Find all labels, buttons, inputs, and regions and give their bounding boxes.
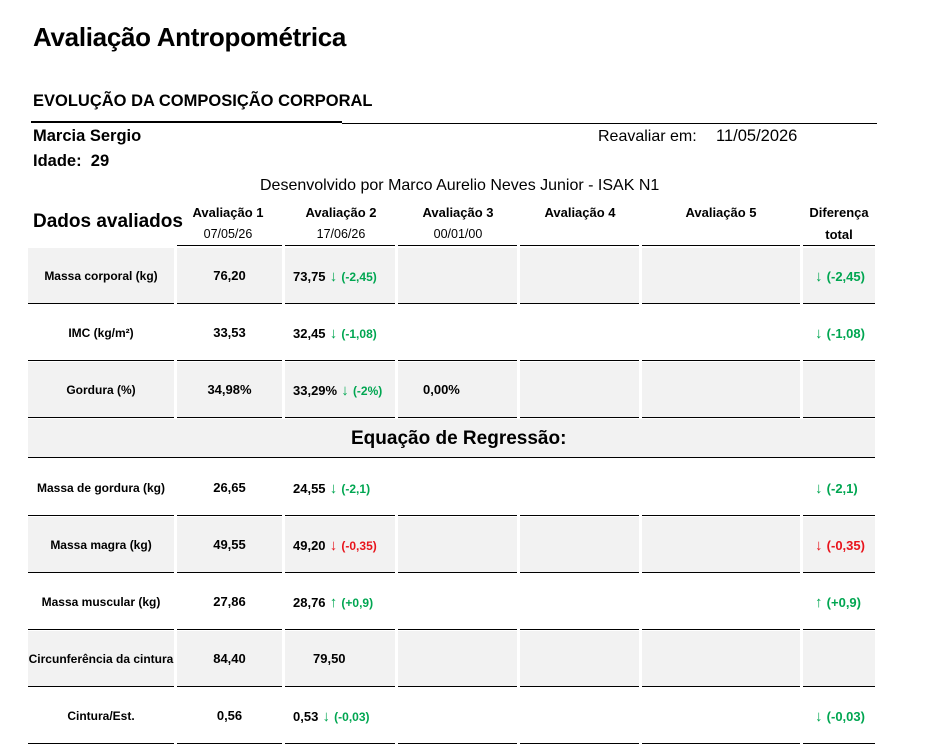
value-eval-3: 0,00% — [423, 382, 460, 397]
section-divider — [31, 121, 342, 123]
value-eval-1: 76,20 — [213, 268, 246, 283]
table-cell — [520, 688, 639, 743]
total-difference — [815, 480, 858, 497]
table-row — [0, 248, 926, 303]
change-indicator — [326, 596, 374, 610]
table-cell — [398, 688, 517, 743]
value-eval-2-number: 28,76 — [293, 595, 326, 610]
total-value: (+0,9) — [826, 595, 861, 610]
value-eval-2 — [293, 537, 377, 554]
table-row — [0, 362, 926, 417]
row-divider — [803, 743, 875, 744]
row-divider — [177, 417, 282, 418]
row-divider — [642, 629, 800, 630]
table-cell — [520, 305, 639, 360]
change-value: (+0,9) — [341, 596, 374, 610]
table-cell — [398, 631, 517, 686]
table-cell — [520, 248, 639, 303]
row-divider — [398, 743, 517, 744]
arrow-down-icon: ↓ — [815, 480, 827, 497]
change-value: (-0,03) — [334, 710, 370, 724]
row-divider — [803, 572, 875, 573]
row-divider — [398, 572, 517, 573]
row-divider — [398, 417, 517, 418]
value-eval-2 — [293, 382, 382, 399]
value-eval-1: 49,55 — [213, 537, 246, 552]
arrow-down-icon: ↓ — [325, 268, 342, 285]
row-divider — [520, 686, 639, 687]
row-divider — [28, 360, 174, 361]
arrow-down-icon: ↓ — [325, 325, 342, 342]
row-divider — [520, 417, 639, 418]
row-label: IMC (kg/m²) — [68, 325, 134, 340]
row-divider — [398, 686, 517, 687]
value-eval-1: 84,40 — [213, 651, 246, 666]
total-value: (-2,1) — [826, 481, 858, 496]
row-divider — [28, 686, 174, 687]
table-row — [0, 305, 926, 360]
arrow-down-icon: ↓ — [337, 382, 353, 399]
table-cell — [520, 517, 639, 572]
change-indicator — [318, 710, 369, 724]
change-value: (-2,45) — [341, 270, 377, 284]
col-header-3: Avaliação 3 — [422, 205, 494, 220]
row-divider — [520, 515, 639, 516]
row-divider — [177, 572, 282, 573]
header-rule — [398, 245, 517, 246]
table-cell — [642, 517, 800, 572]
table-row — [0, 574, 926, 629]
row-label: Massa magra (kg) — [50, 537, 152, 552]
row-divider — [642, 303, 800, 304]
table-cell — [398, 460, 517, 515]
total-difference — [815, 537, 865, 554]
change-value: (-2,1) — [341, 482, 371, 496]
row-divider — [28, 572, 174, 573]
arrow-down-icon: ↓ — [815, 268, 827, 285]
patient-name: Marcia Sergio — [33, 127, 142, 145]
change-value: (-2%) — [352, 384, 383, 398]
age-label: Idade: — [33, 152, 82, 170]
change-value: (-1,08) — [341, 327, 377, 341]
table-row — [0, 631, 926, 686]
credit-line: Desenvolvido por Marco Aurelio Neves Junior - ISAK N1 — [260, 177, 660, 194]
row-label: Circunferência da cintura — [28, 651, 174, 666]
table-cell — [520, 631, 639, 686]
value-eval-2 — [293, 480, 370, 497]
col-header-diff-1: Diferença — [809, 205, 869, 220]
header-rule — [642, 245, 800, 246]
row-label: Massa muscular (kg) — [41, 594, 161, 609]
row-divider — [285, 515, 395, 516]
row-divider — [177, 360, 282, 361]
value-eval-1: 34,98% — [207, 382, 252, 397]
row-divider — [520, 743, 639, 744]
col-date-1: 07/05/26 — [203, 227, 253, 241]
arrow-down-icon: ↓ — [325, 480, 342, 497]
row-divider — [803, 417, 875, 418]
row-divider — [520, 572, 639, 573]
row-divider — [642, 515, 800, 516]
header-rule — [285, 245, 395, 246]
value-eval-2 — [293, 268, 377, 285]
header-rule — [520, 245, 639, 246]
table-cell — [520, 574, 639, 629]
value-eval-1: 33,53 — [213, 325, 246, 340]
value-eval-1: 27,86 — [213, 594, 246, 609]
col-date-3: 00/01/00 — [433, 227, 483, 241]
col-header-1: Avaliação 1 — [192, 205, 264, 220]
row-divider — [28, 417, 174, 418]
row-divider — [398, 303, 517, 304]
value-eval-2-number: 32,45 — [293, 326, 326, 341]
value-eval-2 — [293, 708, 370, 725]
total-difference — [815, 594, 861, 611]
total-value: (-2,45) — [826, 269, 865, 284]
total-difference — [815, 708, 865, 725]
row-divider — [642, 686, 800, 687]
row-divider — [642, 743, 800, 744]
table-cell — [398, 248, 517, 303]
total-value: (-1,08) — [826, 326, 865, 341]
value-eval-2 — [293, 594, 373, 611]
change-value: (-0,35) — [341, 539, 377, 553]
section-divider-thin — [342, 123, 877, 124]
row-divider — [28, 303, 174, 304]
table-cell — [642, 688, 800, 743]
change-indicator — [326, 482, 371, 496]
arrow-down-icon: ↓ — [815, 325, 827, 342]
row-divider — [803, 629, 875, 630]
reevaluate-date: 11/05/2026 — [716, 127, 798, 145]
row-label: Cintura/Est. — [67, 708, 135, 723]
row-divider — [642, 360, 800, 361]
total-difference — [815, 268, 865, 285]
table-cell — [642, 460, 800, 515]
arrow-down-icon: ↓ — [815, 708, 827, 725]
change-indicator — [326, 539, 377, 553]
value-eval-2-number: 0,53 — [293, 709, 319, 724]
table-cell — [398, 574, 517, 629]
row-divider — [285, 417, 395, 418]
row-divider — [177, 303, 282, 304]
row-divider — [177, 629, 282, 630]
patient-age — [33, 152, 109, 171]
age-value: 29 — [90, 152, 110, 170]
arrow-down-icon: ↓ — [325, 537, 342, 554]
table-heading: Dados avaliados — [33, 211, 183, 232]
page-title: Avaliação Antropométrica — [33, 22, 347, 52]
col-header-2: Avaliação 2 — [305, 205, 377, 220]
table-cell — [803, 631, 875, 686]
row-divider — [285, 629, 395, 630]
table-cell — [398, 305, 517, 360]
row-divider — [642, 572, 800, 573]
table-cell — [642, 305, 800, 360]
row-divider — [177, 515, 282, 516]
table-cell — [642, 574, 800, 629]
arrow-up-icon: ↑ — [325, 594, 342, 611]
value-eval-2-number: 24,55 — [293, 481, 326, 496]
row-divider — [285, 743, 395, 744]
row-divider — [398, 629, 517, 630]
row-divider — [398, 515, 517, 516]
row-divider — [642, 417, 800, 418]
table-row — [0, 688, 926, 743]
table-cell — [642, 362, 800, 417]
col-header-5: Avaliação 5 — [685, 205, 757, 220]
row-divider — [28, 743, 174, 744]
change-indicator — [326, 327, 377, 341]
total-value: (-0,35) — [826, 538, 865, 553]
value-eval-2 — [313, 651, 346, 666]
arrow-up-icon: ↑ — [815, 594, 827, 611]
table-cell — [642, 248, 800, 303]
table-row — [0, 517, 926, 572]
table-row — [0, 460, 926, 515]
table-cell — [642, 631, 800, 686]
row-divider — [520, 303, 639, 304]
table-cell — [803, 362, 875, 417]
value-eval-2-number: 33,29% — [293, 383, 338, 398]
header-rule — [803, 245, 875, 246]
row-divider — [28, 457, 875, 458]
row-divider — [803, 360, 875, 361]
value-eval-2-number: 49,20 — [293, 538, 326, 553]
row-label: Massa de gordura (kg) — [36, 480, 166, 495]
header-rule — [177, 245, 282, 246]
col-header-4: Avaliação 4 — [544, 205, 616, 220]
col-header-diff-2: total — [825, 227, 853, 242]
row-divider — [177, 743, 282, 744]
change-indicator — [326, 270, 377, 284]
table-cell — [520, 362, 639, 417]
row-divider — [285, 303, 395, 304]
row-divider — [285, 686, 395, 687]
row-divider — [28, 629, 174, 630]
value-eval-1: 26,65 — [213, 480, 246, 495]
value-eval-2 — [293, 325, 377, 342]
row-divider — [520, 629, 639, 630]
value-eval-1: 0,56 — [216, 708, 243, 723]
arrow-down-icon: ↓ — [815, 537, 827, 554]
row-divider — [520, 360, 639, 361]
row-divider — [285, 360, 395, 361]
table-cell — [520, 460, 639, 515]
row-divider — [177, 686, 282, 687]
row-divider — [28, 515, 174, 516]
row-divider — [398, 360, 517, 361]
total-difference — [815, 325, 865, 342]
col-date-2: 17/06/26 — [316, 227, 366, 241]
value-eval-2-number: 73,75 — [293, 269, 326, 284]
regression-label: Equação de Regressão: — [351, 428, 567, 449]
reevaluate-label: Reavaliar em: — [598, 128, 697, 145]
change-indicator — [337, 384, 382, 398]
row-label: Gordura (%) — [66, 382, 136, 397]
row-divider — [803, 303, 875, 304]
arrow-down-icon: ↓ — [318, 708, 335, 725]
total-value: (-0,03) — [826, 709, 865, 724]
value-eval-2-number: 79,50 — [313, 651, 346, 666]
row-divider — [285, 572, 395, 573]
row-divider — [803, 686, 875, 687]
section-title: EVOLUÇÃO DA COMPOSIÇÃO CORPORAL — [33, 92, 373, 110]
row-divider — [803, 515, 875, 516]
table-cell — [398, 517, 517, 572]
row-label: Massa corporal (kg) — [44, 268, 158, 283]
